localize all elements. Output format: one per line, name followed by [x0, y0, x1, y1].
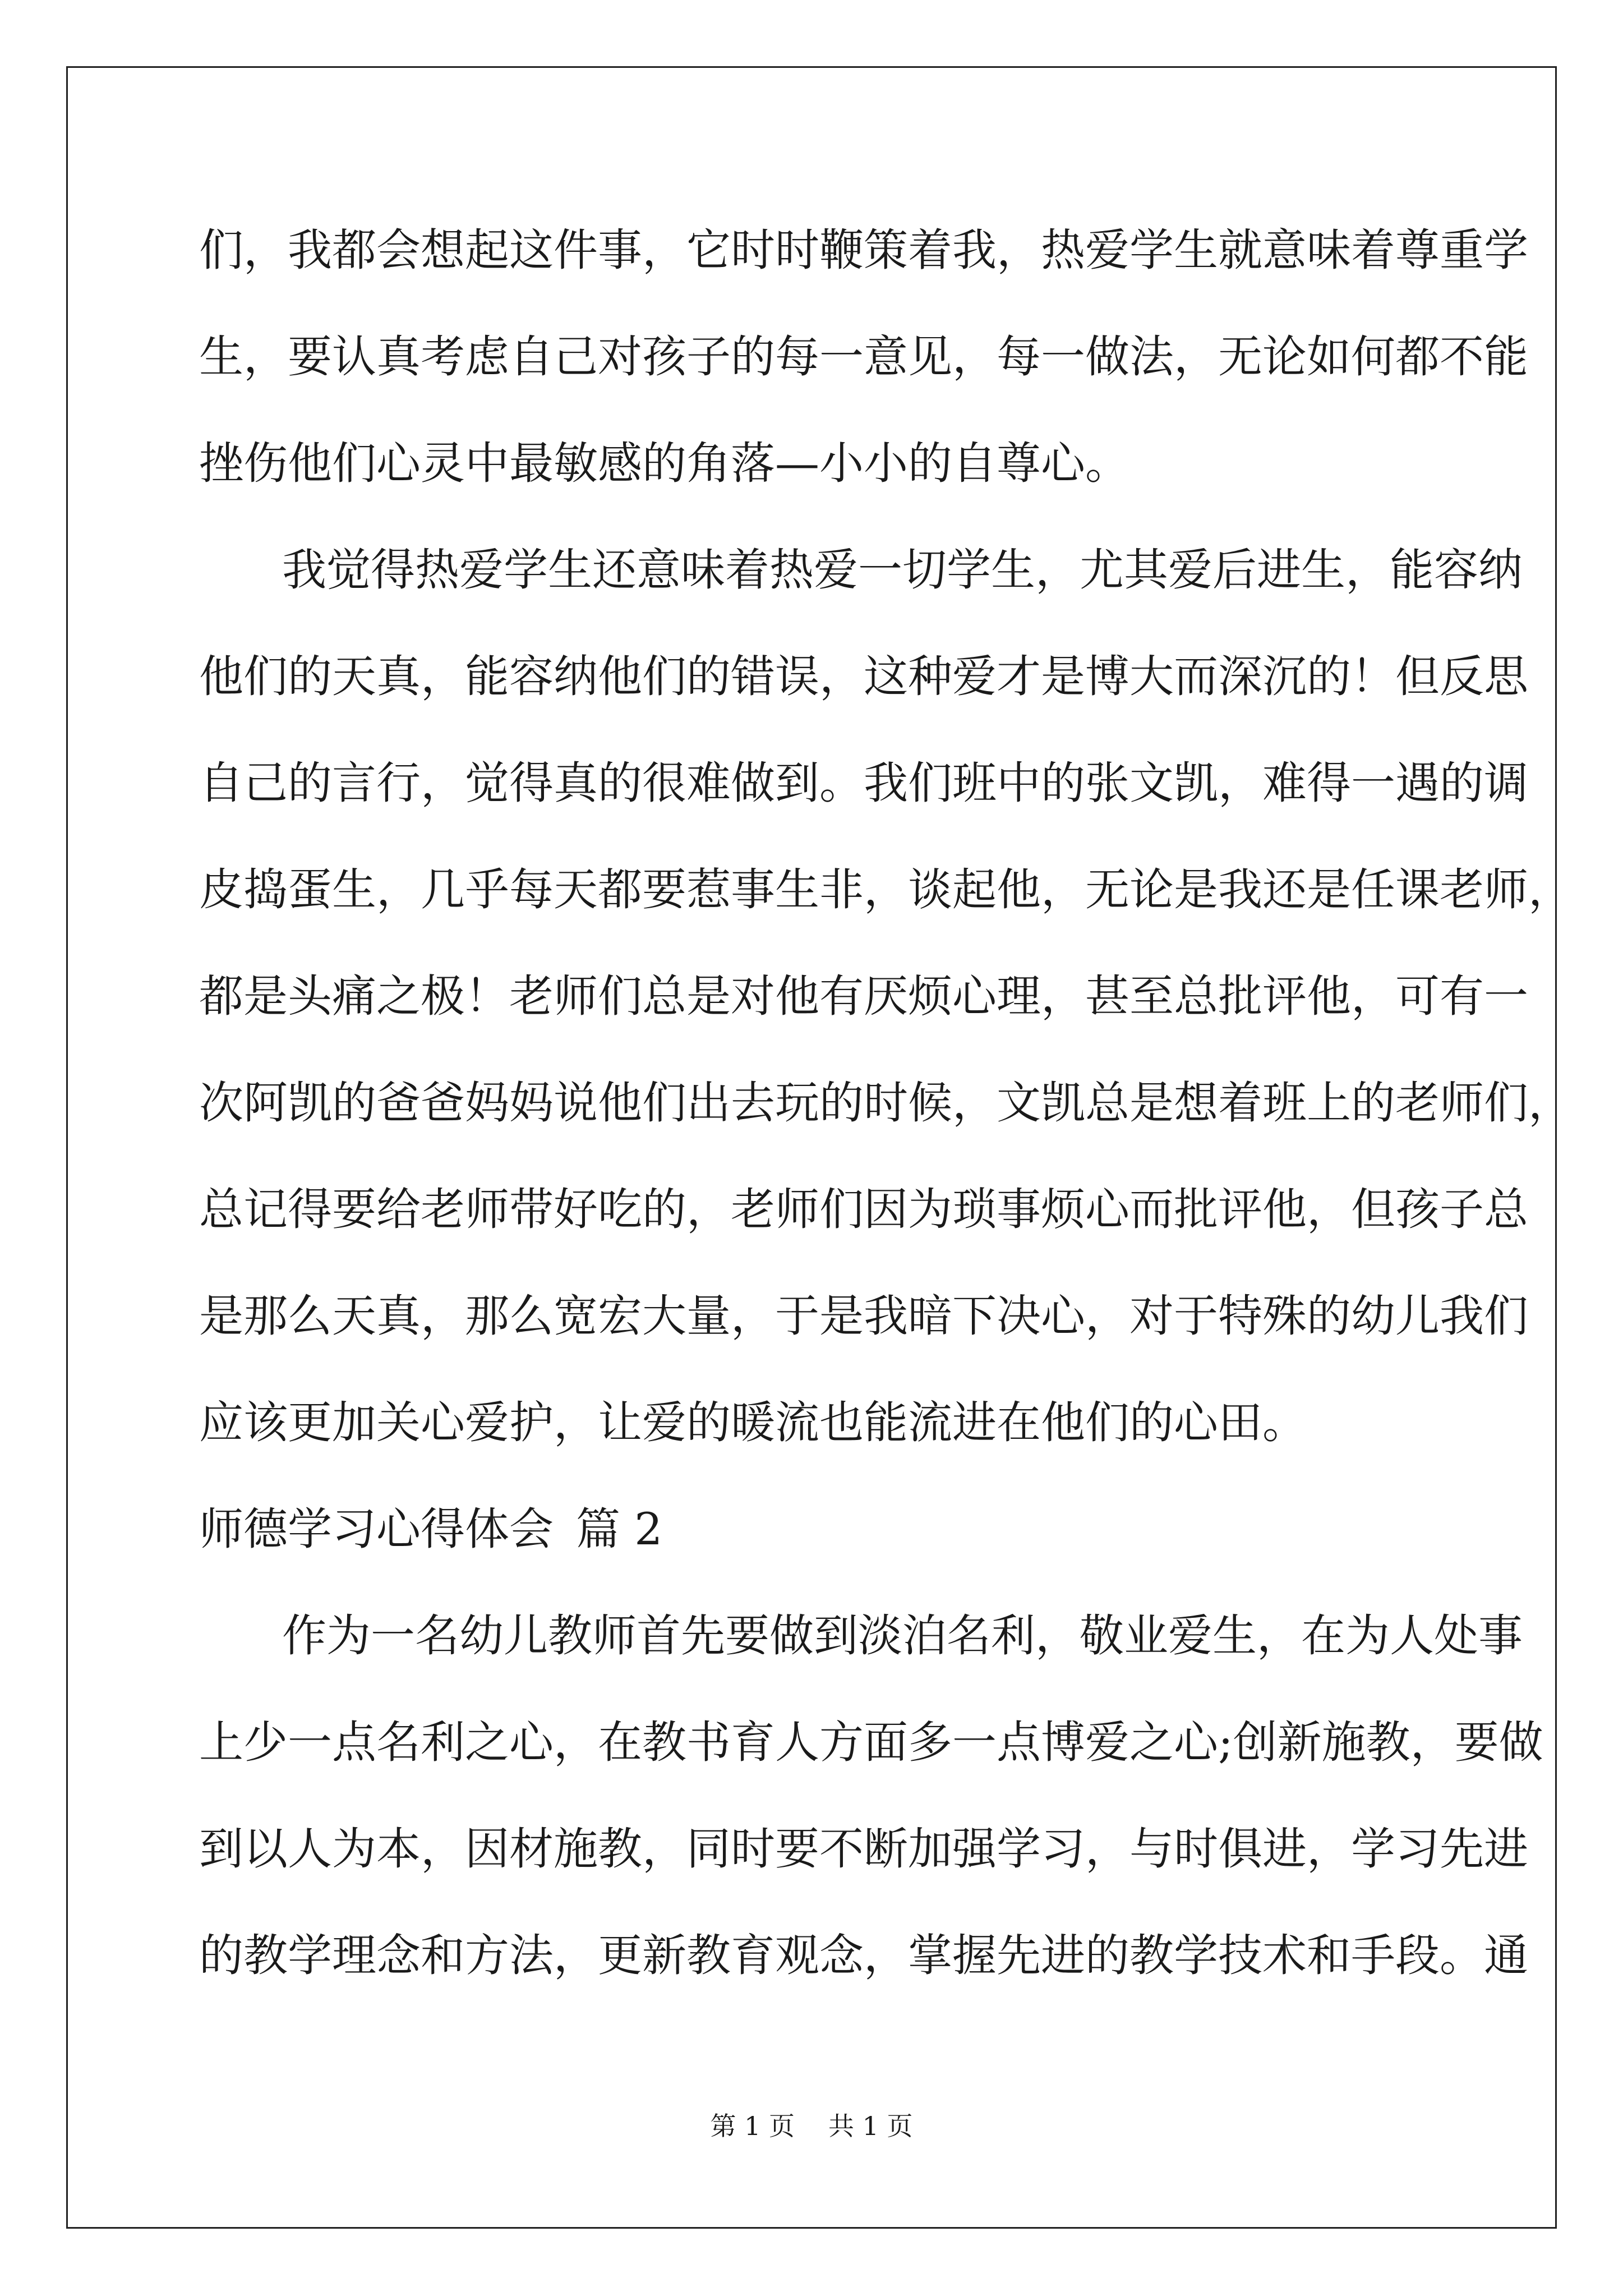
section-title: 师德学习心得体会 — [199, 1503, 554, 1555]
section-heading — [199, 1498, 1461, 1604]
text-line: 作为一名幼儿教师首先要做到淡泊名利，敬业爱生，在为人处事 — [282, 1610, 1523, 1662]
paragraph-2 — [199, 539, 1573, 1498]
text-line: 应该更加关心爱护，让爱的暖流也能流进在他们的心田。 — [199, 1397, 1307, 1448]
section-number: 篇 2 — [576, 1503, 663, 1555]
paragraph-1 — [199, 219, 1528, 539]
text-line: 他们的天真，能容纳他们的错误，这种爱才是博大而深沉的！但反思 — [199, 651, 1528, 702]
text-line: 是那么天真，那么宽宏大量，于是我暗下决心，对于特殊的幼儿我们 — [199, 1290, 1528, 1342]
text-line: 自己的言行，觉得真的很难做到。我们班中的张文凯，难得一遇的调 — [199, 757, 1528, 809]
page-total: 共 1 页 — [828, 2111, 913, 2141]
page-number: 第 1 页 — [710, 2111, 795, 2141]
text-line: 的教学理念和方法，更新教育观念，掌握先进的教学技术和手段。通 — [199, 1930, 1528, 1981]
text-line: 总记得要给老师带好吃的，老师们因为琐事烦心而批评他，但孩子总 — [199, 1184, 1528, 1235]
paragraph-3 — [199, 1604, 1543, 2031]
text-line: 都是头痛之极！老师们总是对他有厌烦心理，甚至总批评他，可有一 — [199, 970, 1528, 1022]
text-line: 到以人为本，因材施教，同时要不断加强学习，与时俱进，学习先进 — [199, 1823, 1528, 1875]
page-footer — [0, 2109, 1623, 2143]
document-body — [199, 219, 1573, 2031]
text-line: 上少一点名利之心，在教书育人方面多一点博爱之心;创新施教，要做 — [199, 1717, 1543, 1768]
text-line: 我觉得热爱学生还意味着热爱一切学生，尤其爱后进生，能容纳 — [282, 544, 1523, 596]
text-line: 挫伤他们心灵中最敏感的角落—小小的自尊心。 — [199, 438, 1129, 489]
text-line: 生，要认真考虑自己对孩子的每一意见，每一做法，无论如何都不能 — [199, 331, 1528, 383]
text-line: 次阿凯的爸爸妈妈说他们出去玩的时候，文凯总是想着班上的老师们， — [199, 1077, 1573, 1129]
text-line: 皮捣蛋生，几乎每天都要惹事生非，谈起他，无论是我还是任课老师， — [199, 864, 1573, 915]
text-line: 们，我都会想起这件事，它时时鞭策着我，热爱学生就意味着尊重学 — [199, 224, 1528, 276]
